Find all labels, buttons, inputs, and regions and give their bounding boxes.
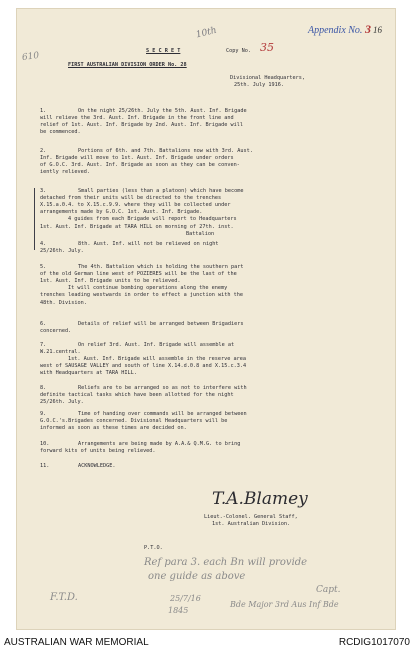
paragraph-line: iently relieved. [40, 169, 90, 176]
paragraph-line: The 4th. Battalion which is holding the southern part [78, 264, 244, 270]
paragraph-number: 3. [40, 188, 47, 194]
handwritten-note-signature: Capt. [316, 585, 341, 595]
appendix-stamp [308, 22, 382, 37]
paragraph-line: definite tactical tasks which have been allotted for the night [40, 392, 234, 399]
footer-reference: RCDIG1017070 [338, 637, 410, 648]
secret-label: S E C R E T [146, 48, 181, 54]
paragraph-number: 7. [40, 342, 47, 348]
appendix-label: Appendix No. [308, 25, 363, 36]
signature-rank: Lieut.-Colonel. General Staff, [204, 514, 298, 520]
paragraph-line: On the night 25/26th. July the 5th. Aust. Inf. Brigade [78, 108, 247, 114]
paragraph-line: trenches leading westwards in order to effect a junction with the [40, 292, 244, 299]
paragraph-line: ACKNOWLEDGE. [78, 463, 116, 469]
copy-number: 35 [260, 41, 274, 54]
footer-institution: AUSTRALIAN WAR MEMORIAL [4, 637, 149, 648]
paragraph-line: concerned. [40, 328, 72, 335]
paragraph-line: 48th. Division. [40, 299, 87, 306]
paragraph-line: relief of 1st. Aust. Inf. Brigade by 2nd. Aust. Inf. Brigade will [40, 122, 244, 129]
paragraph-line: Small parties (less than a platoon) which have become [78, 188, 244, 194]
handwritten-note-line-4: Bde Major 3rd Aus Inf Bde [230, 600, 339, 609]
paragraph-line: 1st. Aust. Inf. Brigade at TARA HILL on morning of 27th. inst. [40, 223, 234, 230]
paragraph-line: of G.O.C. 3rd. Aust. Inf. Brigade as soon as they can be conven- [40, 162, 240, 169]
appendix-page: 16 [372, 25, 382, 35]
signature-unit: 1st. Australian Division. [212, 521, 291, 527]
paragraph-line: west of SAUSAGE VALLEY and south of line X.14.d.0.8 and X.15.c.3.4 [40, 363, 247, 370]
paragraph-number: 1. [40, 108, 47, 114]
margin-marker [34, 188, 35, 250]
document-sheet [16, 8, 396, 630]
signature: T.A.Blamey [212, 489, 308, 509]
paragraph-number: 11. [40, 463, 50, 469]
paragraph-line: 4 guides from each Brigade will report to Headquarters [68, 216, 237, 223]
paragraph-number: 5. [40, 264, 47, 270]
paragraph-line: G.O.C.'s.Brigades concerned. Divisional Headquarters will be [40, 418, 228, 425]
paragraph-line: of the old German line west of POZIERES will be the last of the [40, 271, 237, 278]
paragraph-number: 4. [40, 241, 47, 247]
paragraph-line: informed as soon as these times are decided on. [40, 425, 187, 432]
paragraph-line: be commenced. [40, 129, 81, 136]
copy-label: Copy No. [226, 48, 251, 54]
paragraph-line: On relief 3rd. Aust. Inf. Brigade will assemble at [78, 342, 235, 348]
paragraph-line: 1st. Aust. Inf. Brigade units to be relieved. [40, 278, 181, 285]
paragraph-line: 25/26th. July. [40, 248, 84, 255]
handwritten-note-line-2: one guide as above [148, 571, 246, 582]
handwritten-note-line-1: Ref para 3. each Bn will provide [144, 557, 308, 568]
hq-line-2: 25th. July 1916. [234, 82, 284, 88]
paragraph-line: It will continue bombing operations along the enemy [68, 285, 228, 292]
paragraph-line: forward kits of units being relieved. [40, 448, 156, 455]
corner-number: 610 [21, 50, 40, 64]
hq-line-1: Divisional Headquarters, [230, 75, 305, 81]
tenth-note: 10th [195, 25, 218, 41]
paragraph-line: Arrangements are being made by A.A.& Q.M.G. to bring [78, 441, 241, 447]
paragraph-number: 8. [40, 385, 47, 391]
paragraph-line: Battalion [186, 230, 215, 237]
paragraph-line: Time of handing over commands will be arranged between [78, 411, 247, 417]
pencil-time: 1845 [168, 606, 189, 615]
paragraph-line: Portions of 6th. and 7th. Battalions now with 3rd. Aust. [78, 148, 253, 154]
paragraph-line: 1st. Aust. Inf. Brigade will assemble in the reserve area [68, 356, 247, 363]
paragraph-number: 10. [40, 441, 50, 447]
paragraph-line: 25/26th. July. [40, 399, 84, 406]
pto-label: P.T.O. [144, 545, 163, 551]
paragraph-line: will relieve the 3rd. Aust. Inf. Brigade in the front line and [40, 115, 234, 122]
pencil-date: 25/7/16 [170, 594, 201, 603]
paragraph-line: Inf. Brigade will move to 1st. Aust. Inf. Brigade under orders [40, 155, 234, 162]
paragraph-line: Details of relief will be arranged between Brigadiers [78, 321, 244, 327]
paragraph-line: arrangements made by G.O.C. 1st. Aust. Inf. Brigade. [40, 209, 203, 216]
paragraph-line: with Headquarters at TARA HILL. [40, 370, 137, 377]
paragraph-line: W.21.central. [40, 349, 81, 356]
paragraph-number: 2. [40, 148, 47, 154]
paragraph-line: 8th. Aust. Inf. will not be relieved on night [78, 241, 219, 247]
paragraph-number: 6. [40, 321, 47, 327]
paragraph-line: X.15.a.0.4. to X.15.c.9.9. where they will be collected under [40, 202, 231, 209]
paragraph-line: Reliefs are to be arranged so as not to interfere with [78, 385, 247, 391]
paragraph-number: 9. [40, 411, 47, 417]
archive-footer [0, 632, 414, 654]
pencil-initials: F.T.D. [50, 592, 78, 603]
paragraph-line: detached from their units will be directed to the trenches [40, 195, 222, 202]
appendix-number: 3 [364, 22, 371, 36]
order-title: FIRST AUSTRALIAN DIVISION ORDER No. 28 [68, 62, 187, 68]
